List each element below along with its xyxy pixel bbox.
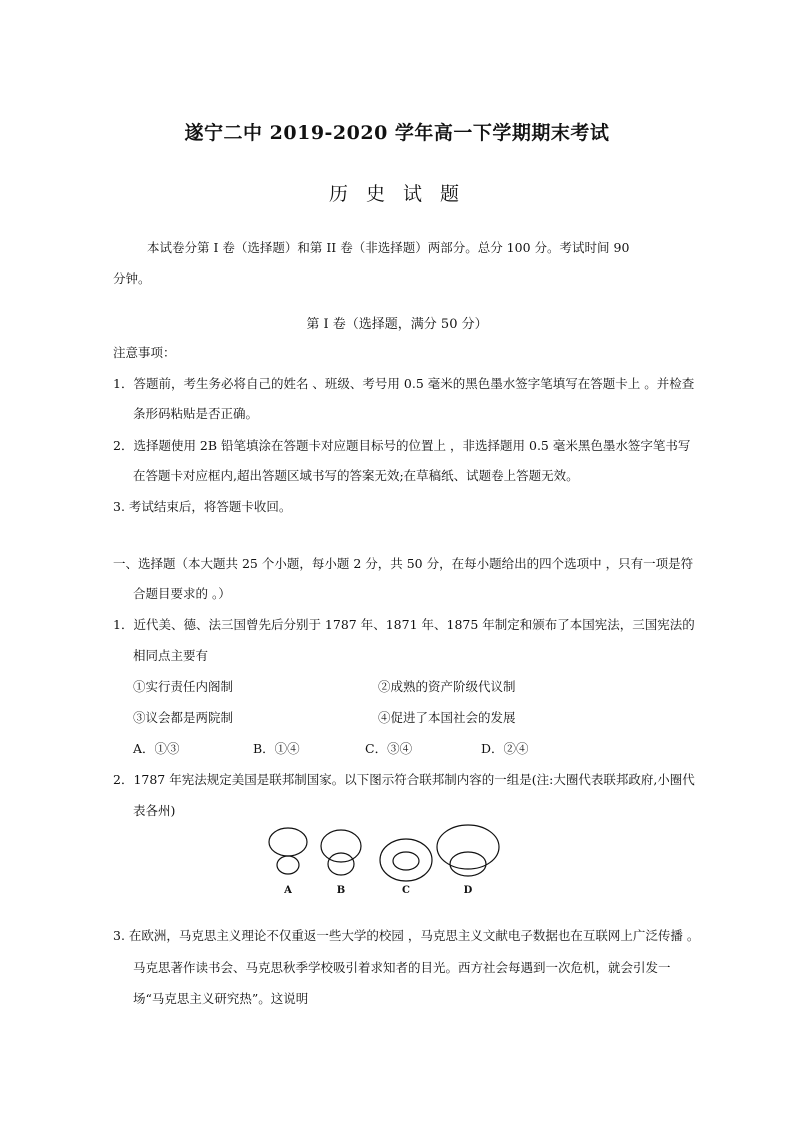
part-1-instructions-line-1: 一、选择题（本大题共 25 个小题，每小题 2 分，共 50 分，在每小题给出的四个选项中 ，只有一项是符 bbox=[113, 556, 694, 571]
question-1-line-2: 相同点主要有 bbox=[133, 648, 209, 663]
note-1-line-1: 1．答题前，考生务必将自己的姓名 、班级、考号用 0.5 毫米的黑色墨水签字笔填写在答题卡上 。并检查 bbox=[113, 376, 695, 391]
question-1-statement-4: ④促进了本国社会的发展 bbox=[378, 710, 516, 725]
option-c-large-circle bbox=[380, 839, 432, 881]
section-1-header: 第 I 卷（选择题，满分 50 分） bbox=[306, 317, 488, 332]
option-c-small-circle bbox=[393, 852, 419, 870]
subject-title: 历 史 试 题 bbox=[328, 183, 466, 205]
diagram-label-a: A bbox=[284, 885, 292, 896]
option-a-large-circle bbox=[269, 828, 307, 856]
option-a-small-circle bbox=[277, 856, 299, 874]
exam-title: 遂宁二中 2019-2020 学年高一下学期期末考试 bbox=[184, 122, 610, 144]
diagram-label-d: D bbox=[463, 885, 473, 896]
notes-heading: 注意事项： bbox=[113, 345, 176, 360]
part-1-instructions-line-2: 合题目要求的 。） bbox=[133, 586, 231, 601]
question-1-statement-2: ②成熟的资产阶级代议制 bbox=[378, 679, 516, 694]
question-3-line-3: 场“马克思主义研究热”。这说明 bbox=[133, 991, 309, 1006]
option-d-large-circle bbox=[437, 825, 499, 869]
note-1-line-2: 条形码粘贴是否正确。 bbox=[133, 406, 259, 421]
question-3-line-2: 马克思著作读书会、马克思秋季学校吸引着求知者的目光。西方社会每遇到一次危机，就会引发一 bbox=[133, 960, 671, 975]
option-b-small-circle bbox=[328, 853, 354, 875]
question-1-option-d: D．②④ bbox=[481, 741, 529, 756]
note-2-line-1: 2．选择题使用 2B 铅笔填涂在答题卡对应题目标号的位置上 ，非选择题用 0.5 毫米黑色墨水签字笔书写 bbox=[113, 438, 691, 453]
question-1-option-a: A．①③ bbox=[133, 741, 180, 756]
question-1-statement-3: ③议会都是两院制 bbox=[133, 710, 234, 725]
option-d-small-circle bbox=[450, 852, 486, 876]
diagram-label-c: C bbox=[402, 885, 410, 896]
note-3: 3. 考试结束后，将答题卡收回。 bbox=[113, 499, 292, 514]
question-1-option-c: C．③④ bbox=[365, 741, 413, 756]
federalism-circles-diagram bbox=[255, 818, 505, 898]
question-2-line-1: 2．1787 年宪法规定美国是联邦制国家。以下图示符合联邦制内容的一组是(注:大圈代表联邦政府,小圈代 bbox=[113, 772, 695, 787]
intro-line-2: 分钟。 bbox=[113, 271, 151, 286]
question-1-line-1: 1．近代美、德、法三国曾先后分别于 1787 年、1871 年、1875 年制定和颁布了本国宪法，三国宪法的 bbox=[113, 617, 695, 632]
diagram-label-b: B bbox=[336, 885, 346, 896]
question-2-line-2: 表各州) bbox=[133, 803, 176, 818]
option-b-large-circle bbox=[321, 830, 361, 862]
intro-line-1: 本试卷分第 I 卷（选择题）和第 II 卷（非选择题）两部分。总分 100 分。考试时间 90 bbox=[147, 240, 630, 255]
question-1-option-b: B．①④ bbox=[253, 741, 300, 756]
question-3-line-1: 3. 在欧洲，马克思主义理论不仅重返一些大学的校园 ，马克思主义文献电子数据也在互联网上广泛传播 。 bbox=[113, 928, 700, 943]
question-1-statement-1: ①实行责任内阁制 bbox=[133, 679, 234, 694]
note-2-line-2: 在答题卡对应框内,超出答题区域书写的答案无效;在草稿纸、试题卷上答题无效。 bbox=[133, 468, 579, 483]
